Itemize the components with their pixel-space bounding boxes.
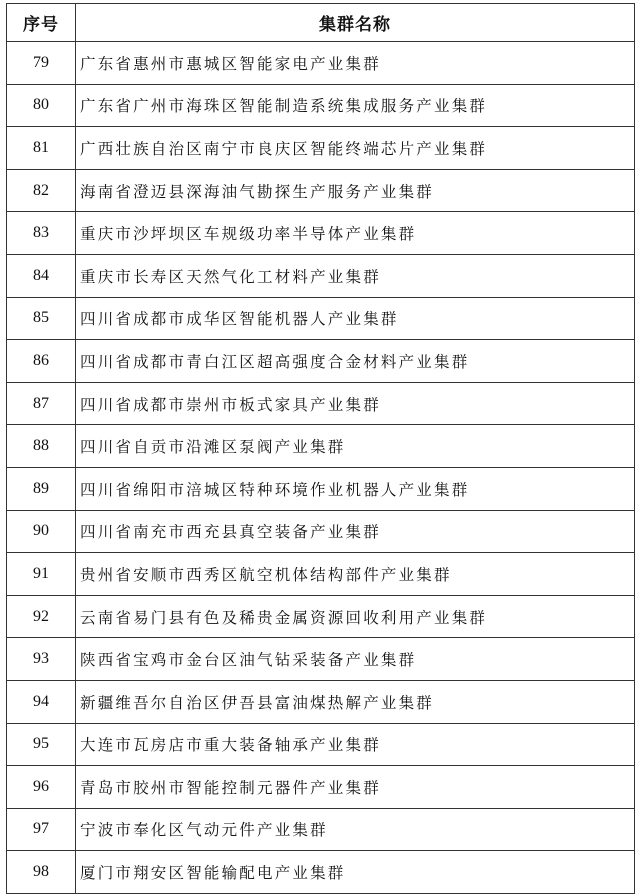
table-row [7,127,635,170]
row-cluster-name: 海南省澄迈县深海油气勘探生产服务产业集群 [76,169,635,212]
row-index: 94 [7,680,76,723]
row-index: 86 [7,340,76,383]
table-row [7,254,635,297]
table-row [7,851,635,894]
table-row [7,553,635,596]
row-cluster-name: 新疆维吾尔自治区伊吾县富油煤热解产业集群 [76,680,635,723]
row-index: 88 [7,425,76,468]
table-row [7,638,635,681]
header-row [7,4,635,42]
table-header [7,4,635,42]
row-cluster-name: 青岛市胶州市智能控制元器件产业集群 [76,766,635,809]
row-cluster-name: 贵州省安顺市西秀区航空机体结构部件产业集群 [76,553,635,596]
cluster-table [6,3,635,894]
row-cluster-name: 重庆市长寿区天然气化工材料产业集群 [76,254,635,297]
row-cluster-name: 四川省自贡市沿滩区泵阀产业集群 [76,425,635,468]
row-cluster-name: 大连市瓦房店市重大装备轴承产业集群 [76,723,635,766]
row-cluster-name: 广西壮族自治区南宁市良庆区智能终端芯片产业集群 [76,127,635,170]
row-cluster-name: 宁波市奉化区气动元件产业集群 [76,808,635,851]
row-index: 80 [7,84,76,127]
row-index: 90 [7,510,76,553]
row-index: 97 [7,808,76,851]
table-row [7,425,635,468]
table-body [7,42,635,894]
table-row [7,340,635,383]
cluster-table-container [6,3,634,894]
row-cluster-name: 四川省绵阳市涪城区特种环境作业机器人产业集群 [76,467,635,510]
table-row [7,212,635,255]
row-cluster-name: 四川省成都市青白江区超高强度合金材料产业集群 [76,340,635,383]
table-row [7,42,635,85]
row-cluster-name: 四川省成都市成华区智能机器人产业集群 [76,297,635,340]
row-index: 85 [7,297,76,340]
table-row [7,680,635,723]
row-cluster-name: 四川省成都市崇州市板式家具产业集群 [76,382,635,425]
row-cluster-name: 重庆市沙坪坝区车规级功率半导体产业集群 [76,212,635,255]
row-index: 96 [7,766,76,809]
row-cluster-name: 陕西省宝鸡市金台区油气钻采装备产业集群 [76,638,635,681]
table-row [7,595,635,638]
row-cluster-name: 厦门市翔安区智能输配电产业集群 [76,851,635,894]
name-column-header: 集群名称 [76,4,635,42]
table-row [7,808,635,851]
row-cluster-name: 广东省广州市海珠区智能制造系统集成服务产业集群 [76,84,635,127]
row-index: 91 [7,553,76,596]
table-row [7,297,635,340]
table-row [7,723,635,766]
row-index: 79 [7,42,76,85]
row-cluster-name: 广东省惠州市惠城区智能家电产业集群 [76,42,635,85]
row-index: 98 [7,851,76,894]
row-cluster-name: 云南省易门县有色及稀贵金属资源回收利用产业集群 [76,595,635,638]
row-index: 81 [7,127,76,170]
row-index: 82 [7,169,76,212]
row-index: 93 [7,638,76,681]
row-index: 84 [7,254,76,297]
row-index: 89 [7,467,76,510]
row-index: 95 [7,723,76,766]
row-index: 87 [7,382,76,425]
table-row [7,169,635,212]
row-cluster-name: 四川省南充市西充县真空装备产业集群 [76,510,635,553]
row-index: 92 [7,595,76,638]
table-row [7,766,635,809]
table-row [7,382,635,425]
table-row [7,84,635,127]
row-index: 83 [7,212,76,255]
index-column-header: 序号 [7,4,76,42]
table-row [7,467,635,510]
table-row [7,510,635,553]
